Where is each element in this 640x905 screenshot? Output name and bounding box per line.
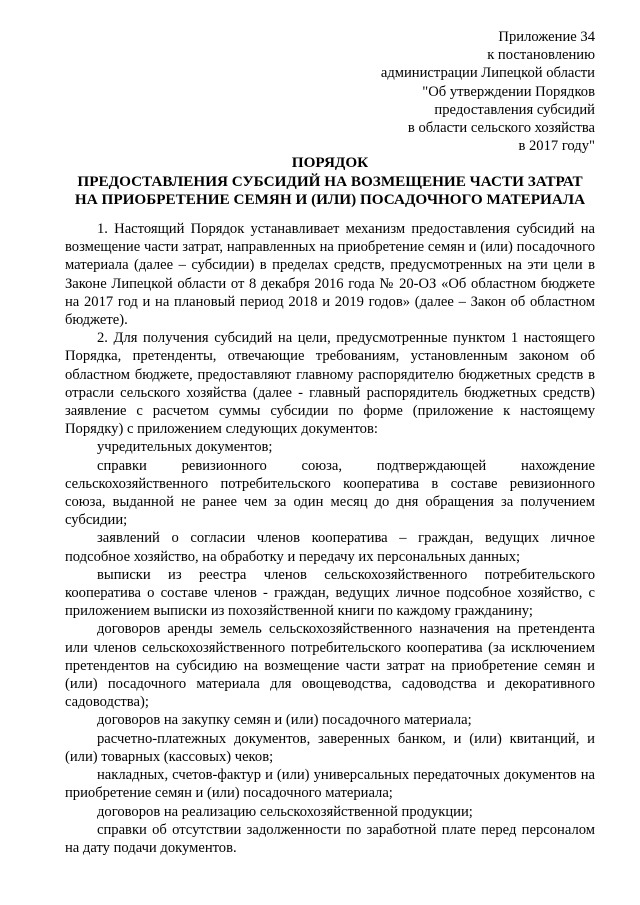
- header-line: предоставления субсидий: [434, 101, 595, 118]
- header-line: "Об утверждении Порядков: [422, 83, 595, 100]
- paragraph: расчетно-платежных документов, заверенных банком, и (или) квитанций, и (или) товарных (кассовых) чеков;: [65, 730, 595, 765]
- title-line: НА ПРИОБРЕТЕНИЕ СЕМЯН И (ИЛИ) ПОСАДОЧНОГО МАТЕРИАЛА: [74, 191, 586, 209]
- paragraph: справки ревизионного союза, подтверждающей нахождение сельскохозяйственного потребительского кооператива в составе ревизионного союза, выданной не ранее чем за один месяц до дня обращения за получением субсидии;: [65, 457, 595, 529]
- paragraph: договоров на закупку семян и (или) посадочного материала;: [97, 712, 472, 729]
- paragraph: заявлений о согласии членов кооператива – граждан, ведущих личное подсобное хозяйство, на обработку и передачу их персональных данных;: [65, 530, 595, 565]
- paragraph: накладных, счетов-фактур и (или) универсальных передаточных документов на приобретение семян и (или) посадочного материала;: [65, 767, 595, 802]
- header-line: администрации Липецкой области: [380, 65, 595, 82]
- title-line: ПОРЯДОК: [291, 154, 369, 171]
- paragraph: договоров на реализацию сельскохозяйственной продукции;: [97, 803, 473, 820]
- header-line: к постановлению: [487, 47, 595, 64]
- appendix-header: [265, 28, 595, 155]
- header-line: в области сельского хозяйства: [407, 119, 595, 136]
- paragraph: договоров аренды земель сельскохозяйственного назначения на претендента или членов сельскохозяйственного потребительского кооператива (за исключением претендентов на субсидию на возмещение части затрат на приобретение семян и (или) посадочного материала для овощеводства, садоводства и декоративного садоводства);: [65, 621, 595, 711]
- document-body: [65, 220, 595, 857]
- paragraph: справки об отсутствии задолженности по заработной плате перед персоналом на дату подачи документов.: [65, 821, 595, 856]
- header-line: Приложение 34: [498, 29, 595, 45]
- title-line: ПРЕДОСТАВЛЕНИЯ СУБСИДИЙ НА ВОЗМЕЩЕНИЕ ЧАСТИ ЗАТРАТ: [77, 172, 583, 190]
- paragraph: учредительных документов;: [97, 439, 273, 456]
- header-line: в 2017 году": [518, 138, 595, 155]
- paragraph: выписки из реестра членов сельскохозяйственного потребительского кооператива о составе членов - граждан, ведущих личное подсобное хозяйство, с приложением выписки из похозяйственной книги по каждому гражданину;: [65, 566, 595, 620]
- document-title: [60, 154, 600, 210]
- paragraph: 1. Настоящий Порядок устанавливает механизм предоставления субсидий на возмещение части затрат, направленных на приобретение семян и (или) посадочного материала (далее – субсидии) в пределах средств, предусмотренных на эти цели в Законе Липецкой области от 8 декабря 2016 года № 20-ОЗ «Об областном бюджете на 2017 год и на плановый период 2018 и 2019 годов» (далее – Закон об областном бюджете).: [65, 221, 595, 329]
- paragraph: 2. Для получения субсидий на цели, предусмотренные пунктом 1 настоящего Порядка, претенденты, отвечающие требованиям, установленным законом об областном бюджете, предоставляют главному распорядителю бюджетных средств в отрасли сельского хозяйства (далее - главный распорядитель бюджетных средств) заявление с расчетом суммы субсидии по форме (приложение к настоящему Порядку) с приложением следующих документов:: [65, 330, 595, 438]
